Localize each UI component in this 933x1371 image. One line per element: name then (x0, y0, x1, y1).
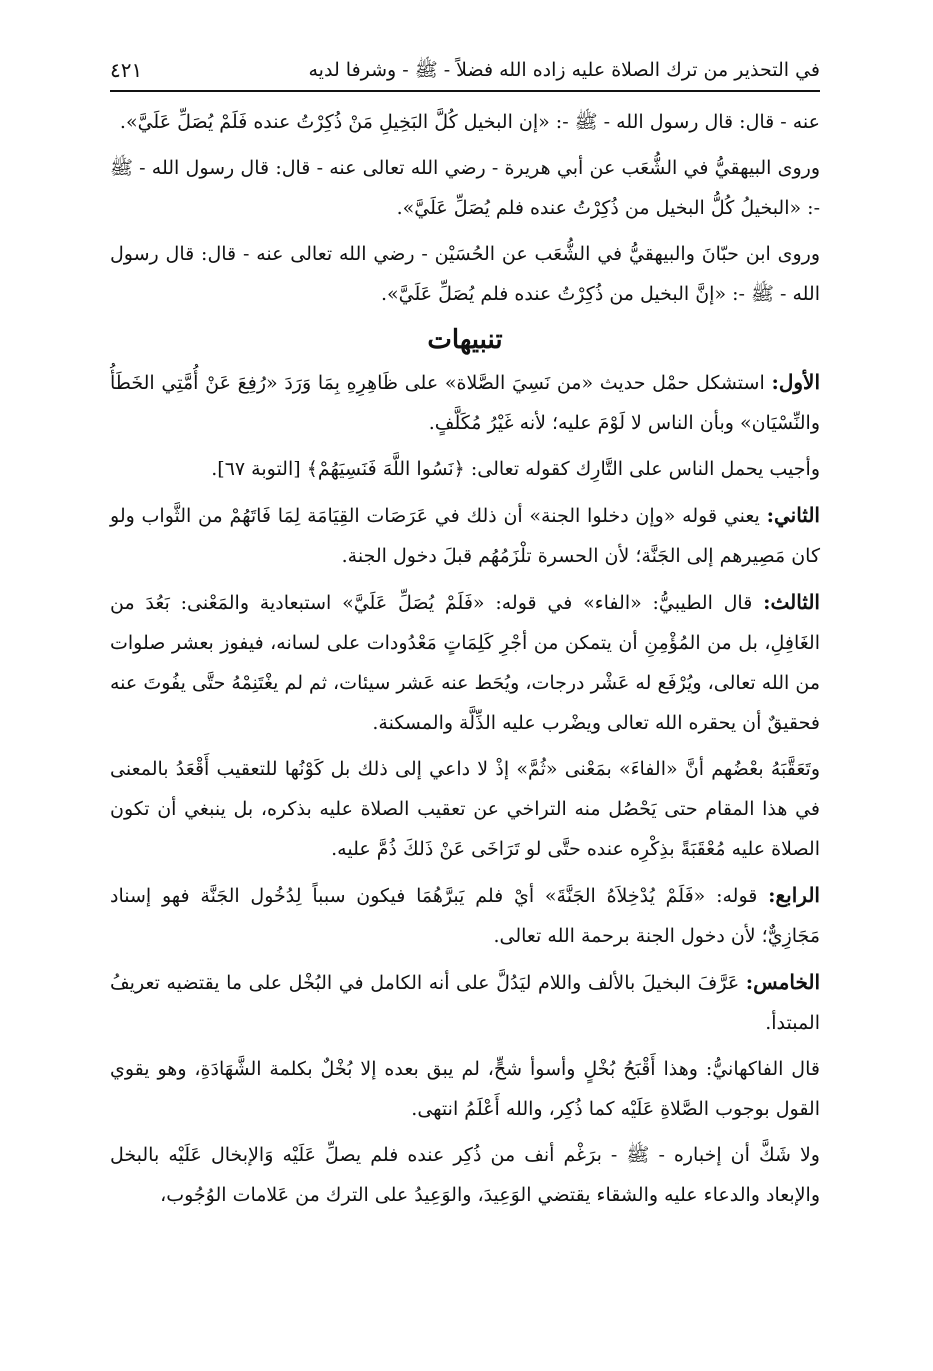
paragraph-text: يعني قوله «وإن دخلوا الجنة» أن ذلك في عَرَصَات القِيَامَة لِمَا فَاتَهُمْ من الثَّواب ولو كان مَصِيرهم إلى الجَنَّة؛ لأن الحسرة تلْزَمُهُم قبلَ دخول الجنة. (110, 505, 820, 567)
paragraph-text: عنه - قال: قال رسول الله - ﷺ -: «إن البخيل كُلَّ البَخِيلِ مَنْ ذُكِرْتُ عنده فَلَمْ يُصَلِّ عَلَيَّ». (119, 111, 820, 133)
paragraph (110, 362, 820, 443)
paragraph (110, 234, 820, 314)
paragraph (110, 102, 820, 142)
paragraph (110, 749, 820, 869)
paragraph-lead: الأول: (771, 370, 821, 394)
paragraph (110, 495, 820, 576)
paragraph-text: عَرَّفَ البخيلَ بالألف واللام ليَدُلَّ على أنه الكامل في البُخْل على ما يقتضيه تعريفُ المبتدأ. (110, 972, 820, 1034)
paragraph-text: قال الفاكهانيُّ: وهذا أَقْبَحُ بُخْلٍ وأسوأ شحٍّ، لم يبق بعده إلا بُخْلٌ بكلمة الشَّهَادَةِ، وهو يقوي القول بوجوب الصَّلاةِ عَلَيْه كما ذُكِر، والله أَعْلَمُ انتهى. (110, 1058, 820, 1120)
page-header (110, 52, 820, 88)
paragraph-lead: الخامس: (745, 970, 821, 994)
paragraph-text: ولا شَكَّ أن إخباره - ﷺ - برَغْم أنف من ذُكِر عنده فلم يصلِّ عَلَيْه وَالإبخال عَلَيْه بالبخل والإبعاد والدعاء عليه والشقاء يقتضي الوَعِيدَ، والوَعِيدُ على الترك من عَلامات الوُجُوب، (110, 1144, 820, 1206)
running-title: في التحذير من ترك الصلاة عليه زاده الله فضلاً - ﷺ - وشرفا لديه (308, 59, 820, 81)
paragraph-text: وروى ابن حبّانَ والبيهقيُّ في الشُّعَب عن الحُسَيْن - رضي الله تعالى عنه - قال: قال رسول الله - ﷺ -: «إنَّ البخيل من ذُكِرْتُ عنده فلم يُصَلِّ عَلَيَّ». (110, 243, 820, 305)
paragraph (110, 148, 820, 228)
paragraph-text: وتَعَقَّبَهُ بعْضُهم أنَّ «الفاءَ» بمَعْنى «ثُمَّ» إذْ لا داعي إلى ذلك بل كَوْنُها للتعقيب أَقْعَدُ بالمعنى في هذا المقام حتى يَحْصُل منه التراخي عن تعقيب الصلاة عليه بذكره، بل ينبغي أن تكون الصلاة عليه مُعْقَبَةً بذِكْرِه عنده حتَّى لو تَرَاخَى عَنْ ذَلكَ ذُمَّ عليه. (110, 758, 820, 860)
paragraph-text: قال الطيبيُّ: «الفاء» في قوله: «فَلَمْ يُصَلِّ عَلَيَّ» استبعادية والمَعْنى: بَعُدَ من الغَافِلِ، بل من المُؤْمِنِ أن يتمكن من أجْرِ كَلِمَاتٍ مَعْدُودات على لسانه، فيفوز بعشر صلوات من الله تعالى، ويُرْفَع له عَشْر درجات، ويُحَط عنه عَشر سيئات، ثم لم يغْتَنِمْهُ حتَّى يفُوتَ عنه فحقيقٌ أن يحقره الله تعالى ويضْرب عليه الذِّلَّة والمسكنة. (110, 592, 820, 734)
section-heading: تنبيهات (427, 325, 503, 355)
paragraph (110, 962, 820, 1043)
paragraph (110, 1049, 820, 1129)
paragraph-text: قوله: «فَلَمْ يُدْخِلاَهُ الجَنَّةَ» أيْ فلم يَبرَّهُمَا فيكون سبباً لِدُخُول الجَنَّة فهو إسناد مَجَازِيٌّ؛ لأن دخول الجنة برحمة الله تعالى. (110, 885, 820, 947)
paragraph-text: وأجيب يحمل الناس على التَّارِك كقوله تعالى: ﴿نَسُوا اللَّهَ فَنَسِيَهُمْ﴾ [التوبة ٦٧]. (211, 458, 820, 480)
paragraph (110, 875, 820, 956)
paragraph-lead: الرابع: (768, 883, 820, 907)
paragraph-lead: الثالث: (763, 590, 820, 614)
paragraph (110, 582, 820, 743)
paragraph-text: وروى البيهقيُّ في الشُّعَب عن أبي هريرة - رضي الله تعالى عنه - قال: قال رسول الله - ﷺ -: «البخيلُ كُلُّ البخيل من ذُكِرْتُ عنده فلم يُصَلِّ عَلَيَّ». (110, 157, 820, 219)
book-page (110, 52, 820, 1221)
page-body (110, 102, 820, 1215)
paragraph-text: استشكل حمْل حديث «من نَسِيَ الصَّلاة» على ظَاهِرِهِ بِمَا وَرَدَ «رُفِعَ عَنْ أُمَّتِي الخَطَأُ والنِّسْيَان» وبأن الناس لا لَوْمَ عليه؛ لأنه غَيْرُ مُكَلَّفٍ. (110, 372, 820, 434)
paragraph (110, 449, 820, 489)
page-number: ٤٢١ (110, 58, 143, 82)
paragraph (110, 1135, 820, 1215)
header-rule (110, 90, 820, 92)
paragraph-lead: الثاني: (766, 503, 820, 527)
